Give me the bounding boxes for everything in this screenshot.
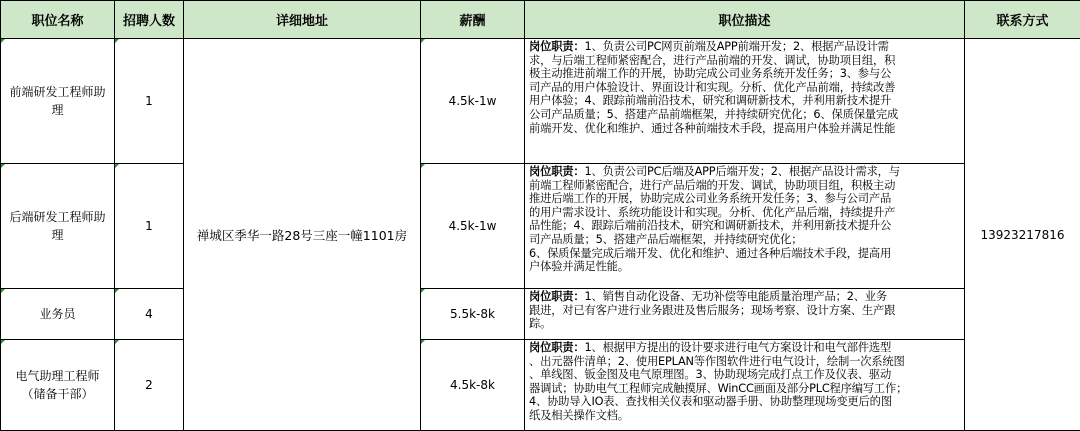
description-cell: 岗位职责：1、根据甲方提出的设计要求进行电气方案设计和电气部件选型 、出元器件清单；2、使用EPLAN等作图软件进行电气设计，绘制一次系统图 、单线图、钣金图及电气原理图。3、协助现场完成打点工作及仪表、驱动 器调试；协助电气工程师完成触摸屏、WinCC画面及部分PLC程序编写工作； 4、协助导入IO表、查找相关仪表和驱动器手册、协助整理现场变更后的图 纸及相关操作文档。 <box>525 340 965 431</box>
table-row <box>1 340 1080 431</box>
contact-cell: 13923217816 <box>965 39 1080 431</box>
table-row <box>1 39 1080 164</box>
header-row <box>1 1 1080 39</box>
header-description: 职位描述 <box>525 1 965 39</box>
position-title: 电气助理工程师（储备干部） <box>1 340 115 431</box>
description-cell: 岗位职责：1、销售自动化设备、无功补偿等电能质量治理产品；2、业务 跟进，对已有客户进行业务跟进及售后服务；现场考察、设计方案、生产跟 踪。 <box>525 289 965 340</box>
header-salary: 薪酬 <box>421 1 525 39</box>
description-cell: 岗位职责：1、负责公司PC网页前端及APP前端开发；2、根据产品设计需 求，与后端工程师紧密配合，进行产品前端的开发、调试，协助项目组，积 极主动推进前端工作的开展，协助完成公司业务系统开发任务；3、参与公 司产品的用户体验设计、界面设计和实现。分析、优化产品前端，持续改善 用户体验；4、跟踪前端前沿技术，研究和调研新技术，并利用新技术提升 公司产品质量；5、搭建产品前端框架，并持续研究优化；6、保质保量完成 前端开发、优化和维护、通过各种前端技术手段，提高用户体验并满足性能 <box>525 39 965 164</box>
description-cell: 岗位职责：1、负责公司PC后端及APP后端开发；2、根据产品设计需求，与 前端工程师紧密配合，进行产品后端的开发、调试，协助项目组，积极主动 推进后端工作的开展，协助完成公司业务系统开发任务；3、参与公司产品 的用户需求设计、系统功能设计和实现。分析、优化产品后端，持续提升产 品性能；4、跟踪后端前沿技术，研究和调研新技术，并利用新技术提升公 司产品质量；5、搭建产品后端框架，并持续研究优化； 6、保质保量完成后端开发、优化和维护、通过各种后端技术手段，提高用 户体验并满足性能。 <box>525 164 965 289</box>
header-address: 详细地址 <box>184 1 421 39</box>
position-title: 后端研发工程师助理 <box>1 164 115 289</box>
position-count: 4 <box>115 289 184 340</box>
position-title: 前端研发工程师助理 <box>1 39 115 164</box>
table-row <box>1 164 1080 289</box>
salary-cell: 4.5k-1w <box>421 39 525 164</box>
header-contact: 联系方式 <box>965 1 1080 39</box>
salary-cell: 4.5k-8k <box>421 340 525 431</box>
position-count: 2 <box>115 340 184 431</box>
header-count: 招聘人数 <box>115 1 184 39</box>
position-title: 业务员 <box>1 289 115 340</box>
header-position: 职位名称 <box>1 1 115 39</box>
position-count: 1 <box>115 164 184 289</box>
position-count: 1 <box>115 39 184 164</box>
table-row <box>1 289 1080 340</box>
salary-cell: 4.5k-1w <box>421 164 525 289</box>
salary-cell: 5.5k-8k <box>421 289 525 340</box>
address-cell: 禅城区季华一路28号三座一幢1101房 <box>184 39 421 431</box>
